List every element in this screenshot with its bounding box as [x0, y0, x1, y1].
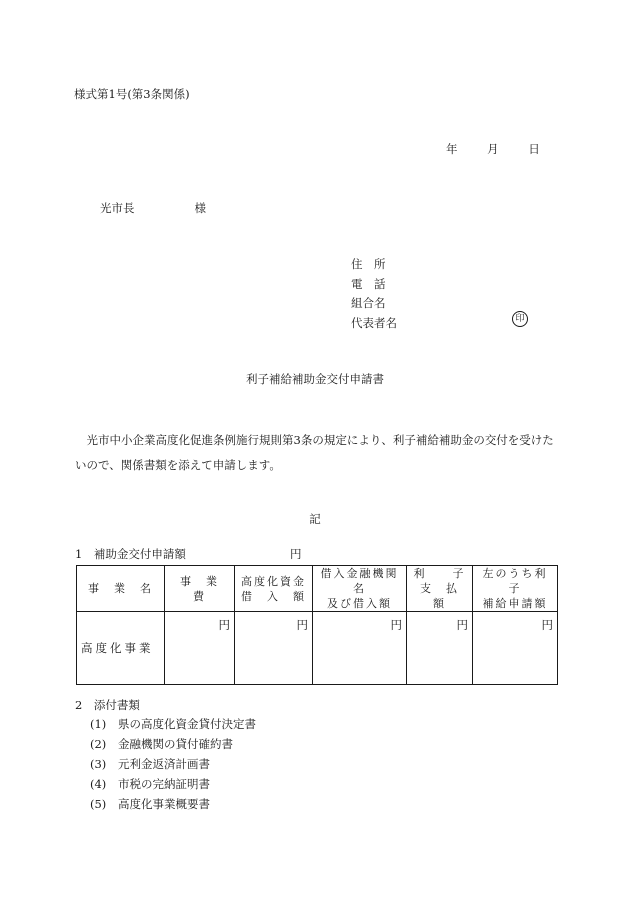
- bank-cell[interactable]: 円: [313, 612, 407, 685]
- date-year: 年: [446, 142, 458, 156]
- applicant-block: [351, 255, 397, 333]
- addressee-name: 光市長: [100, 201, 135, 215]
- project-cost-cell[interactable]: 円: [165, 612, 235, 685]
- section2-label: 2 添付書類: [75, 698, 140, 712]
- section1: [75, 546, 302, 562]
- table-header-row: [77, 566, 558, 612]
- date-month: 月: [487, 142, 499, 156]
- header-interest-paid: 利 子 支 払 額: [407, 566, 473, 612]
- address-label: 住 所: [351, 257, 386, 271]
- project-name-cell: 高度化事業: [77, 612, 165, 685]
- date-day: 日: [528, 142, 540, 156]
- addressee: [100, 200, 206, 216]
- list-item: (1) 県の高度化資金貸付決定書: [90, 717, 256, 731]
- attachment-list: [90, 714, 256, 814]
- document-title: 利子補給補助金交付申請書: [246, 372, 384, 386]
- list-item: (5) 高度化事業概要書: [90, 797, 210, 811]
- section1-unit: 円: [290, 547, 302, 561]
- section1-label: 1 補助金交付申請額: [75, 547, 186, 561]
- body-paragraph: 光市中小企業高度化促進条例施行規則第3条の規定により、利子補給補助金の交付を受けたいので、関係書類を添えて申請します。: [75, 433, 554, 472]
- header-bank: 借入金融機関名 及び借入額: [313, 566, 407, 612]
- header-project-name: 事 業 名: [77, 566, 165, 612]
- ki-label: 記: [309, 512, 321, 526]
- table-row: [77, 612, 558, 685]
- list-item: (4) 市税の完納証明書: [90, 777, 210, 791]
- seal-mark: 印: [512, 311, 528, 327]
- body-text: [75, 428, 555, 478]
- addressee-honorific: 様: [194, 201, 206, 215]
- interest-paid-cell[interactable]: 円: [407, 612, 473, 685]
- list-item: (2) 金融機関の貸付確約書: [90, 737, 233, 751]
- header-subsidy-request: 左のうち利子 補給申請額: [473, 566, 558, 612]
- header-loan-amount: 高度化資金 借 入 額: [235, 566, 313, 612]
- form-number: 様式第1号(第3条関係): [74, 87, 190, 101]
- union-name-label: 組合名: [351, 296, 386, 310]
- application-table: [76, 565, 558, 685]
- representative-label: 代表者名: [351, 315, 397, 330]
- list-item: (3) 元利金返済計画書: [90, 757, 210, 771]
- date-line: [446, 141, 540, 157]
- loan-amount-cell[interactable]: 円: [235, 612, 313, 685]
- header-project-cost: 事 業 費: [165, 566, 235, 612]
- subsidy-request-cell[interactable]: 円: [473, 612, 558, 685]
- phone-label: 電 話: [351, 276, 386, 291]
